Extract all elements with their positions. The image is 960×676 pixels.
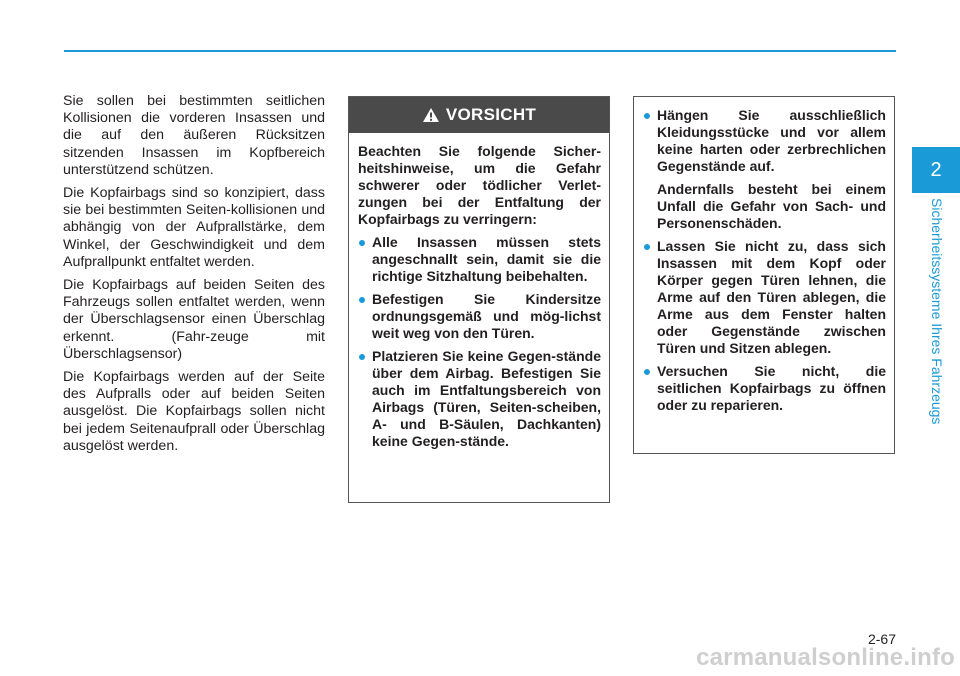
page-number: 2-67 xyxy=(867,631,896,647)
caution-box xyxy=(348,96,610,503)
list-item: Alle Insassen müssen stets angeschnallt sein, damit sie die richtige Sitzhaltung beibehalten. xyxy=(358,234,601,285)
caution-header xyxy=(349,97,609,133)
warning-triangle-icon xyxy=(422,107,440,123)
list-item: Befestigen Sie Kindersitze ordnungsgemäß und mög-lichst weit weg von den Türen. xyxy=(358,291,601,342)
list-item-text: Hängen Sie ausschließlich Kleidungsstücke und vor allem keine harten oder zerbrechlichen Gegenstände auf. xyxy=(657,107,886,174)
caution-title: VORSICHT xyxy=(445,105,537,124)
paragraph: Die Kopfairbags werden auf der Seite des Aufpralls oder auf beiden Seiten ausgelöst. Die Kopfairbags sollen nicht bei jedem Seitenaufprall oder Überschlag ausgelöst werden. xyxy=(63,369,325,454)
paragraph: Sie sollen bei bestimmten seitlichen Kollisionen die vorderen Insassen und die auf den äußeren Rücksitzen sitzenden Insassen im Kopfbereich unterstützend schützen. xyxy=(63,93,325,178)
top-rule xyxy=(64,50,896,52)
list-item-text: Versuchen Sie nicht, die seitlichen Kopfairbags zu öffnen oder zu reparieren. xyxy=(657,363,886,413)
caution-continued-box xyxy=(633,96,895,454)
list-item xyxy=(643,238,886,357)
chapter-tab: 2 xyxy=(912,147,960,193)
list-item xyxy=(643,107,886,232)
watermark: carmanualsonline.info xyxy=(696,644,955,671)
left-column xyxy=(63,93,325,461)
paragraph: Die Kopfairbags auf beiden Seiten des Fahrzeugs sollen entfaltet werden, wenn der Überschlagsensor einen Überschlag erkennt. (Fahr-zeuge mit Überschlagsensor) xyxy=(63,277,325,362)
paragraph: Die Kopfairbags sind so konzipiert, dass sie bei bestimmten Seiten-kollisionen und abhängig von der Aufprallstärke, dem Winkel, der Geschwindigkeit und dem Aufprallpunkt entfaltet werden. xyxy=(63,185,325,270)
chapter-title: Sicherheitssysteme Ihres Fahrzeugs xyxy=(929,198,945,425)
list-item: Platzieren Sie keine Gegen-stände über dem Airbag. Befestigen Sie auch im Entfaltungsbereich von Airbags (Türen, Seiten-scheiben, A- und B-Säulen, Dachkanten) keine Gegen-stände. xyxy=(358,348,601,450)
caution-body xyxy=(349,133,609,450)
list-item-text: Lassen Sie nicht zu, dass sich Insassen mit dem Kopf oder Körper gegen Türen lehnen, die Arme auf den Türen ablegen, die Arme aus dem Fenster halten oder Gegenstände zwischen Türen und Sitzen ablegen. xyxy=(657,238,886,356)
list-item xyxy=(643,363,886,414)
list-item-note: Andernfalls besteht bei einem Unfall die Gefahr von Sach- und Personenschäden. xyxy=(657,181,886,231)
caution-intro: Beachten Sie folgende Sicher-heitshinweise, um die Gefahr schwerer oder tödlicher Verlet-zungen bei der Entfaltung der Kopfairbags zu verringern: xyxy=(358,143,601,227)
